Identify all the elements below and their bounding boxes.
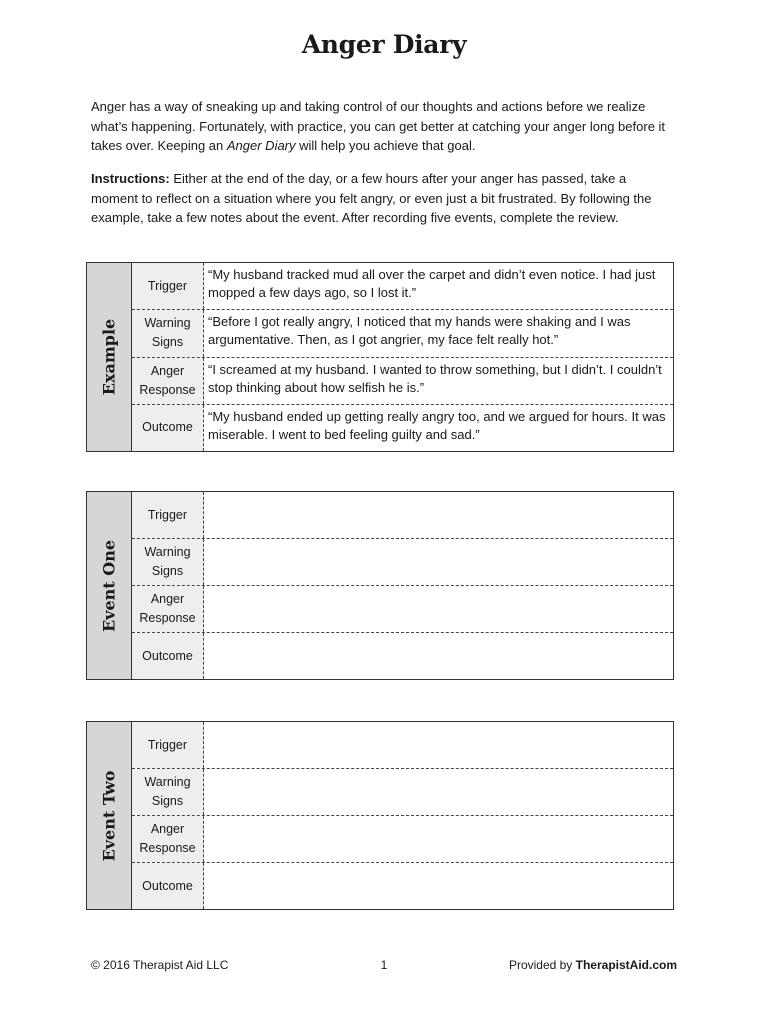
outcome-value: “My husband ended up getting really angry too, and we argued for hours. It was miserable. I went to bed feeling guilty and sad.” <box>208 408 666 442</box>
outcome-field[interactable] <box>204 863 673 909</box>
intro-text-end: will help you achieve that goal. <box>295 138 476 154</box>
trigger-value: “My husband tracked mud all over the carpet and didn’t even notice. I had just mopped a few days ago, so I lost it.” <box>208 267 656 300</box>
trigger-label: Trigger <box>132 492 204 538</box>
anger-response-field[interactable] <box>204 586 673 632</box>
warning-signs-row <box>132 309 673 356</box>
block-title: Example <box>99 318 119 396</box>
anger-response-label: Anger Response <box>132 358 204 404</box>
outcome-row <box>132 862 673 909</box>
anger-response-value: “I screamed at my husband. I wanted to throw something, but I didn’t. I couldn’t stop thinking about how selfish he is.” <box>208 361 662 395</box>
intro-text: Anger has a way of sneaking up and taking control of our thoughts and actions before we realize what’s happening. Fortunately, with practice, you can get better at catching your anger long before it takes over. Keeping an <box>91 99 666 154</box>
anger-response-label: Anger Response <box>132 816 204 862</box>
footer-copyright: © 2016 Therapist Aid LLC <box>91 958 229 972</box>
block-title: Event Two <box>99 770 119 861</box>
warning-signs-field[interactable] <box>204 769 673 815</box>
page-title: Anger Diary <box>301 30 467 59</box>
block-side-panel <box>87 492 132 679</box>
instructions-paragraph <box>91 169 676 228</box>
outcome-field[interactable] <box>204 633 673 679</box>
intro-paragraph <box>91 97 676 156</box>
footer-provided-by <box>509 958 677 972</box>
footer-page-number: 1 <box>380 958 388 972</box>
warning-signs-field[interactable] <box>204 539 673 585</box>
intro-italic: Anger Diary <box>226 138 296 154</box>
outcome-row <box>132 404 673 451</box>
trigger-field[interactable] <box>204 492 673 538</box>
block-side-panel <box>87 722 132 909</box>
trigger-row <box>132 492 673 538</box>
anger-response-field[interactable] <box>204 816 673 862</box>
anger-response-row <box>132 357 673 404</box>
trigger-label: Trigger <box>132 722 204 768</box>
warning-signs-row <box>132 538 673 585</box>
provided-by-text: Provided by <box>508 958 576 972</box>
diary-block-example <box>86 262 674 452</box>
warning-signs-label: Warning Signs <box>132 310 204 356</box>
diary-block-event-two <box>86 721 674 910</box>
instructions-text: Either at the end of the day, or a few hours after your anger has passed, take a moment to reflect on a situation where you felt angry, or even just a bit frustrated. By following the example, take a few notes about the event. After recording five events, complete the review. <box>91 171 652 226</box>
warning-signs-value: “Before I got really angry, I noticed that my hands were shaking and I was argumentative. Then, as I got angrier, my face felt really hot.” <box>208 314 631 348</box>
warning-signs-row <box>132 768 673 815</box>
anger-response-label: Anger Response <box>132 586 204 632</box>
warning-signs-label: Warning Signs <box>132 539 204 585</box>
outcome-label: Outcome <box>132 633 204 679</box>
provider-link[interactable]: TherapistAid.com <box>575 958 677 972</box>
block-side-panel <box>87 263 132 451</box>
block-title: Event One <box>99 539 119 632</box>
outcome-label: Outcome <box>132 405 204 451</box>
trigger-row <box>132 722 673 768</box>
anger-response-row <box>132 815 673 862</box>
instructions-label: Instructions: <box>91 171 170 186</box>
anger-response-row <box>132 585 673 632</box>
warning-signs-label: Warning Signs <box>132 769 204 815</box>
trigger-label: Trigger <box>132 263 204 309</box>
trigger-row <box>132 263 673 309</box>
diary-block-event-one <box>86 491 674 680</box>
trigger-field[interactable] <box>204 722 673 768</box>
outcome-label: Outcome <box>132 863 204 909</box>
outcome-row <box>132 632 673 679</box>
